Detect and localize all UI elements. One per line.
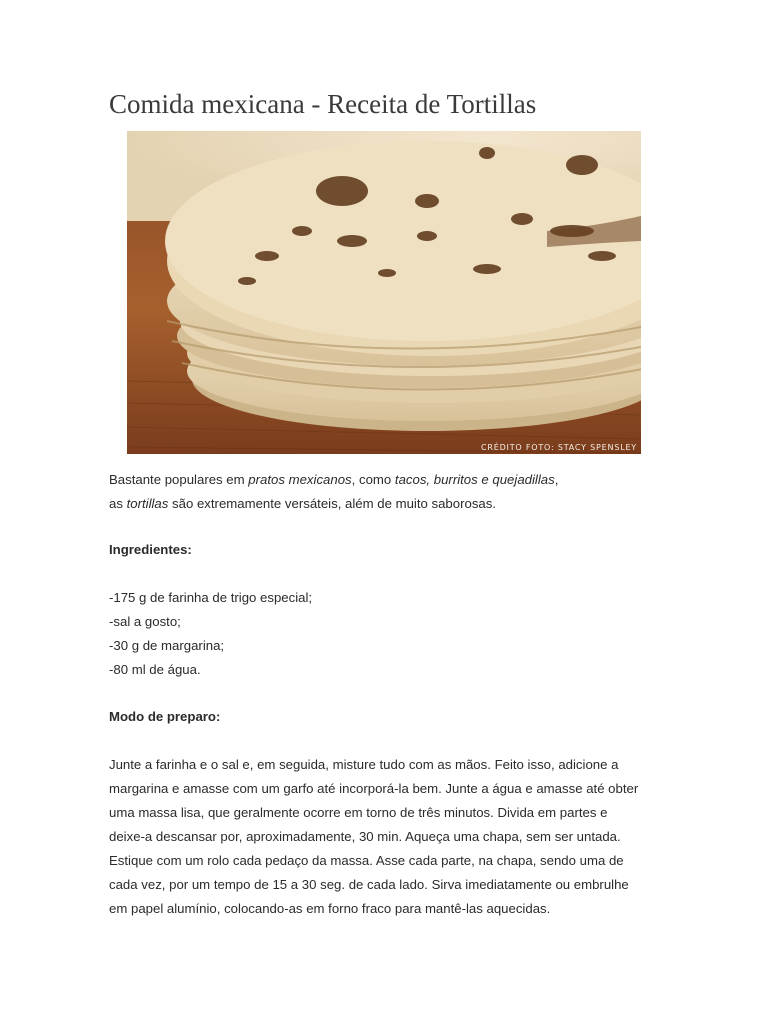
ingredient-item: -30 g de margarina; <box>109 638 225 653</box>
method-heading: Modo de preparo: <box>109 709 221 724</box>
intro-em-1: pratos mexicanos <box>248 472 352 487</box>
method-paragraph <box>109 753 638 921</box>
ingredients-heading: Ingredientes: <box>109 542 192 557</box>
page-title: Comida mexicana - Receita de Tortillas <box>109 89 537 119</box>
method-line: margarina e amasse com um garfo até incorporá-la bem. Junte a água e amasse até obter <box>109 781 639 796</box>
method-line: Estique com um rolo cada pedaço da massa. Asse cada parte, na chapa, sendo uma de <box>109 853 624 868</box>
method-line: deixe-a descansar por, aproximadamente, 30 min. Aqueça uma chapa, sem ser untada. <box>109 829 621 844</box>
ingredient-item: -sal a gosto; <box>109 614 181 629</box>
ingredient-item: -175 g de farinha de trigo especial; <box>109 590 313 605</box>
intro-text-1: Bastante populares em <box>109 472 249 487</box>
method-line: em papel alumínio, colocando-as em forno fraco para mantê-las aquecidas. <box>109 901 551 916</box>
ingredient-item: -80 ml de água. <box>109 662 201 677</box>
method-line: cada vez, por um tempo de 15 a 30 seg. de cada lado. Sirva imediatamente ou embrulhe <box>109 877 629 892</box>
method-line: uma massa lisa, que geralmente ocorre em torno de três minutos. Divida em partes e <box>109 805 608 820</box>
tortillas-photo <box>127 131 641 454</box>
intro-text-5: são extremamente versáteis, além de muito saborosas. <box>168 496 497 511</box>
intro-em-3: tortillas <box>126 496 169 511</box>
intro-text-2: , como <box>351 472 395 487</box>
photo-credit: CRÉDITO FOTO: STACY SPENSLEY <box>481 443 637 452</box>
intro-paragraph <box>109 468 558 516</box>
tortillas-illustration <box>127 131 641 454</box>
intro-em-2: tacos, burritos e quejadillas <box>394 472 555 487</box>
method-line: Junte a farinha e o sal e, em seguida, misture tudo com as mãos. Feito isso, adicione a <box>109 757 619 772</box>
ingredients-list <box>109 586 312 682</box>
intro-text-4: as <box>109 496 127 511</box>
intro-text-3: , <box>554 472 559 487</box>
